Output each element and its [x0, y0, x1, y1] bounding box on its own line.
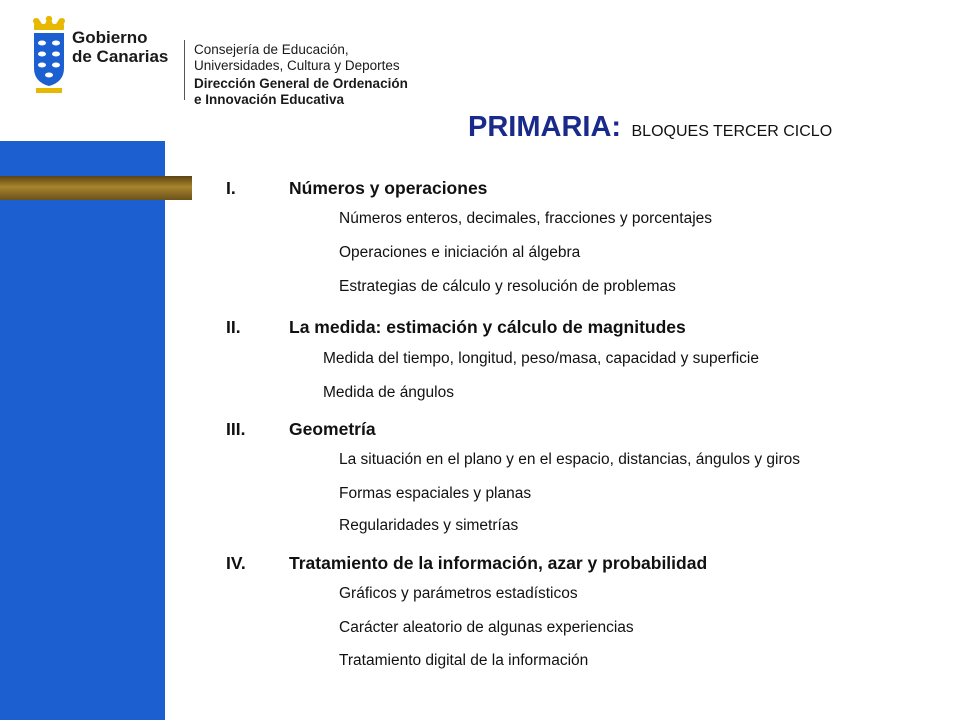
section-heading-4 — [226, 553, 707, 574]
left-blue-bar — [0, 141, 165, 720]
gold-accent-bar — [0, 176, 192, 200]
department-line-2: Universidades, Cultura y Deportes — [194, 58, 400, 73]
section-title: Tratamiento de la información, azar y probabilidad — [289, 553, 708, 573]
page-title — [468, 111, 832, 144]
list-item: Operaciones e iniciación al álgebra — [339, 244, 581, 261]
section-title: Geometría — [289, 419, 376, 439]
logo-line-1: Gobierno — [72, 28, 148, 47]
section-heading-3 — [226, 419, 376, 440]
list-item: Tratamiento digital de la información — [339, 652, 589, 669]
logo-wordmark — [72, 28, 168, 66]
title-subtitle: BLOQUES TERCER CICLO — [631, 123, 833, 140]
list-item: Formas espaciales y planas — [339, 485, 532, 502]
department-line-3: Dirección General de Ordenación — [194, 76, 408, 91]
section-number: I. — [226, 178, 236, 198]
list-item: Gráficos y parámetros estadísticos — [339, 585, 578, 602]
title-main: PRIMARIA: — [468, 111, 622, 143]
list-item: La situación en el plano y en el espacio, distancias, ángulos y giros — [339, 451, 800, 468]
section-heading-2 — [226, 317, 686, 338]
section-number: IV. — [226, 553, 246, 573]
logo-divider — [184, 40, 185, 100]
department-name — [194, 42, 408, 108]
list-item: Números enteros, decimales, fracciones y porcentajes — [339, 210, 713, 227]
list-item: Carácter aleatorio de algunas experiencias — [339, 619, 634, 636]
department-line-4: e Innovación Educativa — [194, 92, 345, 107]
section-title: Números y operaciones — [289, 178, 488, 198]
section-number: III. — [226, 419, 246, 439]
logo-line-2: de Canarias — [72, 47, 169, 66]
list-item: Estrategias de cálculo y resolución de problemas — [339, 278, 676, 295]
list-item: Medida de ángulos — [323, 384, 454, 401]
department-line-1: Consejería de Educación, — [194, 42, 349, 57]
section-title: La medida: estimación y cálculo de magnitudes — [289, 317, 686, 337]
list-item: Regularidades y simetrías — [339, 517, 519, 534]
section-heading-1 — [226, 178, 487, 199]
section-number: II. — [226, 317, 241, 337]
list-item: Medida del tiempo, longitud, peso/masa, capacidad y superficie — [323, 350, 759, 367]
